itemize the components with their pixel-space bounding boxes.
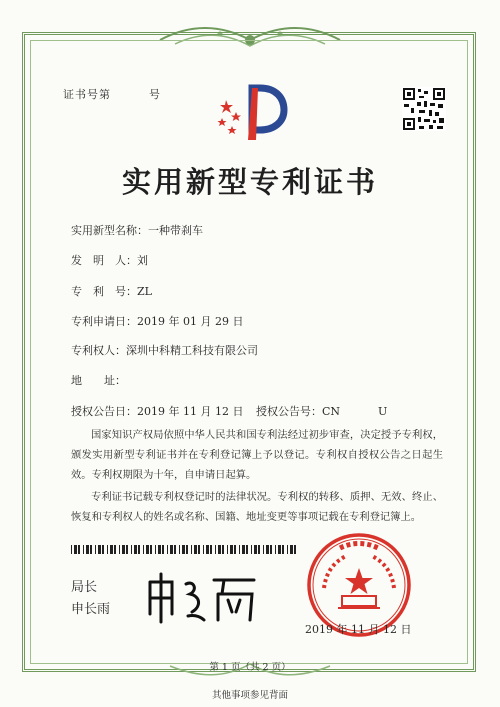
filing-date-label: 专利申请日：	[71, 315, 137, 328]
seal-date: 2019 年 11 月 12 日	[305, 623, 412, 636]
grant-number-value: CN	[322, 405, 341, 418]
patent-number-row	[71, 283, 152, 299]
qr-code-icon	[402, 87, 446, 131]
grant-number-label: 授权公告号：	[256, 405, 322, 418]
certificate-number-suffix: 号	[149, 88, 161, 101]
patent-number-label: 专 利 号：	[71, 285, 137, 298]
signatory-name: 申长雨	[71, 602, 111, 617]
patentee-value: 深圳中科精工科技有限公司	[126, 344, 258, 357]
inventor-value: 刘	[137, 254, 148, 267]
certificate-number	[63, 86, 161, 102]
filing-date-value: 2019 年 01 月 29 日	[137, 315, 244, 328]
patentee-row	[71, 342, 258, 358]
model-name-label: 实用新型名称：	[71, 224, 148, 237]
address-label: 地 址：	[71, 374, 126, 387]
footer-note: 其他事项参见背面	[211, 690, 288, 701]
patentee-label: 专利权人：	[71, 344, 126, 357]
address-row	[71, 372, 126, 388]
page-number: 第 1 页（共 2 页）	[209, 662, 291, 673]
model-name-value: 一种带刹车	[148, 224, 203, 237]
certificate-number-label: 证书号第	[63, 88, 111, 101]
body-paragraph-2: 专利证书记载专利权登记时的法律状况。专利权的转移、质押、无效、终止、恢复和专利权人的姓名或名称、国籍、地址变更等事项记载在专利登记簿上。	[71, 491, 443, 523]
grant-date-row	[71, 403, 243, 419]
body-paragraph-1: 国家知识产权局依照中华人民共和国专利法经过初步审查，决定授予专利权，颁发实用新型专利证书并在专利登记簿上予以登记。专利权自授权公告之日起生效。专利权期限为十年，自申请日起算。	[71, 429, 443, 481]
grant-date-value: 2019 年 11 月 12 日	[137, 405, 244, 418]
model-name-row	[71, 222, 203, 238]
grant-number-suffix: U	[378, 405, 388, 418]
inventor-label: 发 明 人：	[71, 254, 137, 267]
patent-number-value: ZL	[137, 285, 152, 298]
inventor-row	[71, 252, 148, 268]
handwritten-signature	[142, 570, 262, 624]
signatory-role: 局长	[71, 580, 98, 595]
filing-date-row	[71, 313, 243, 329]
barcode-icon	[71, 545, 296, 554]
certificate-title: 实用新型专利证书	[121, 165, 378, 199]
patent-office-logo-icon	[214, 84, 290, 144]
grant-number-row	[256, 403, 387, 419]
grant-date-label: 授权公告日：	[71, 405, 137, 418]
